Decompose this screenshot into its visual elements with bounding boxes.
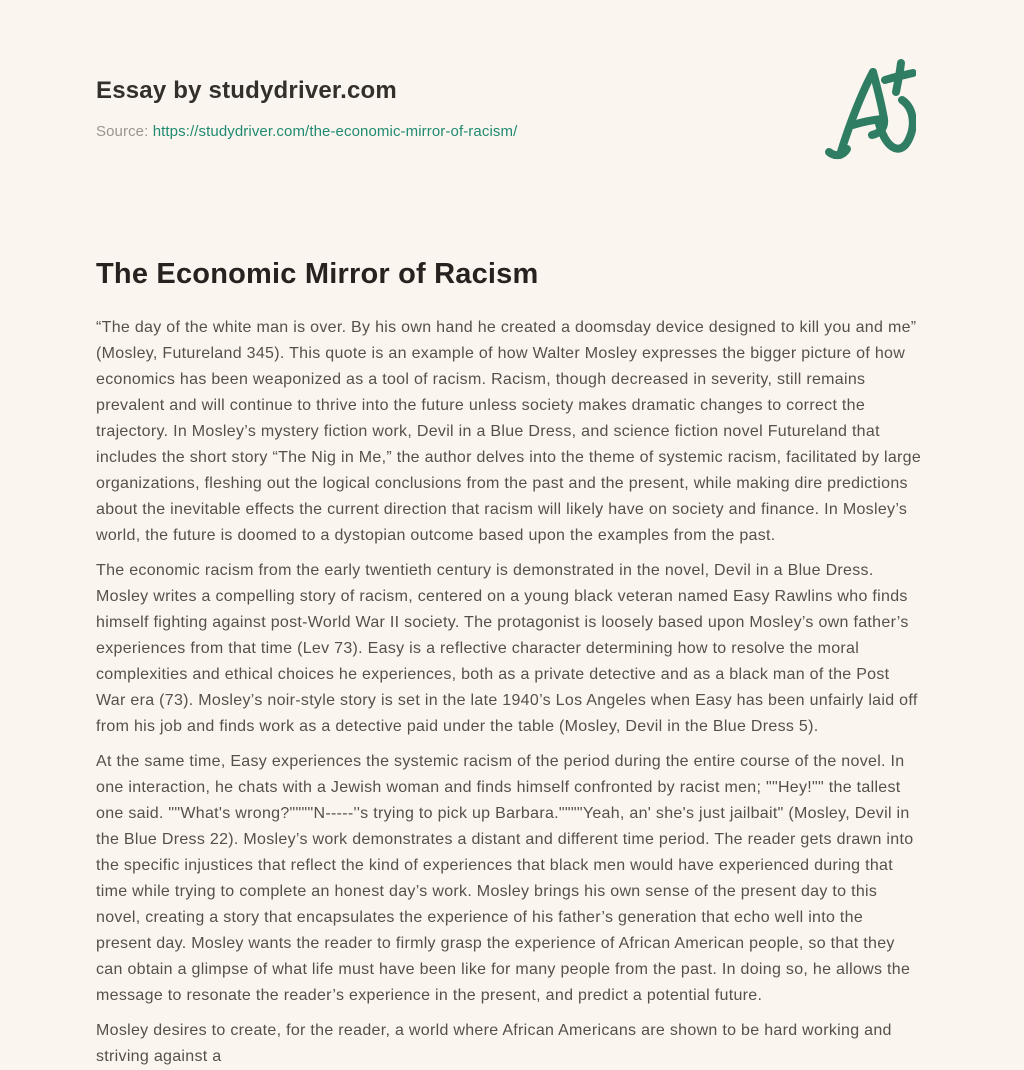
essay-paragraph-3: At the same time, Easy experiences the systemic racism of the period during the entire course of the novel. In one interaction, he chats with a Jewish woman and finds himself confronted by racist men; ""Hey!"" the tallest one said. ""What's wrong?""""N-----''s trying to pick up Barbara.""""Yeah, an' she's just jailbait" (Mosley, Devil in the Blue Dress 22). Mosley’s work demonstrates a distant and different time period. The reader gets drawn into the specific injustices that reflect the kind of experiences that black men would have experienced during that time while trying to complete an honest day’s work. Mosley brings his own sense of the present day to this novel, creating a story that encapsulates the experience of his father’s generation that echo well into the present day. Mosley wants the reader to firmly grasp the experience of African American people, so that they can obtain a glimpse of what life must have been like for many people from the past. In doing so, he allows the message to resonate the reader’s experience in the present, and predict a potential future. [96, 753, 914, 1004]
essay-title: The Economic Mirror of Racism [96, 258, 539, 290]
source-label: Source: [96, 123, 149, 140]
essay-paragraph-1: “The day of the white man is over. By his own hand he created a doomsday device designed to kill you and me” (Mosley, Futureland 345). This quote is an example of how Walter Mosley expresses the bigger picture of how economics has been weaponized as a tool of racism. Racism, though decreased in severity, still remains prevalent and will continue to thrive into the future unless society makes dramatic changes to correct the trajectory. In Mosley’s mystery fiction work, Devil in a Blue Dress, and science fiction novel Futureland that includes the short story “The Nig in Me,” the author delves into the theme of systemic racism, facilitated by large organizations, fleshing out the logical conclusions from the past and the present, while making dire predictions about the inevitable effects the current direction that racism will likely have on society and finance. In Mosley’s world, the future is doomed to a dystopian outcome based upon the examples from the past. [96, 319, 922, 544]
document-header [96, 76, 928, 140]
document-header-title: Essay by studydriver.com [96, 77, 397, 104]
source-line [96, 123, 928, 140]
essay-paragraph-4: Mosley desires to create, for the reader, a world where African Americans are shown to be hard working and striving against a [96, 1022, 892, 1065]
source-url-link[interactable]: https://studydriver.com/the-economic-mirror-of-racism/ [152, 123, 518, 140]
essay-paragraph-2: The economic racism from the early twentieth century is demonstrated in the novel, Devil in a Blue Dress. Mosley writes a compelling story of racism, centered on a young black veteran named Easy Rawlins who finds himself fighting against post-World War II society. The protagonist is loosely based upon Mosley’s own father’s experiences from that time (Lev 73). Easy is a reflective character determining how to resolve the moral complexities and ethical choices he experiences, both as a private detective and as a black man of the Post War era (73). Mosley’s noir-style story is set in the late 1940’s Los Angeles when Easy has been unfairly laid off from his job and finds work as a detective paid under the table (Mosley, Devil in the Blue Dress 5). [96, 562, 918, 735]
a-plus-logo-icon [816, 56, 916, 170]
essay-body [96, 315, 922, 1070]
